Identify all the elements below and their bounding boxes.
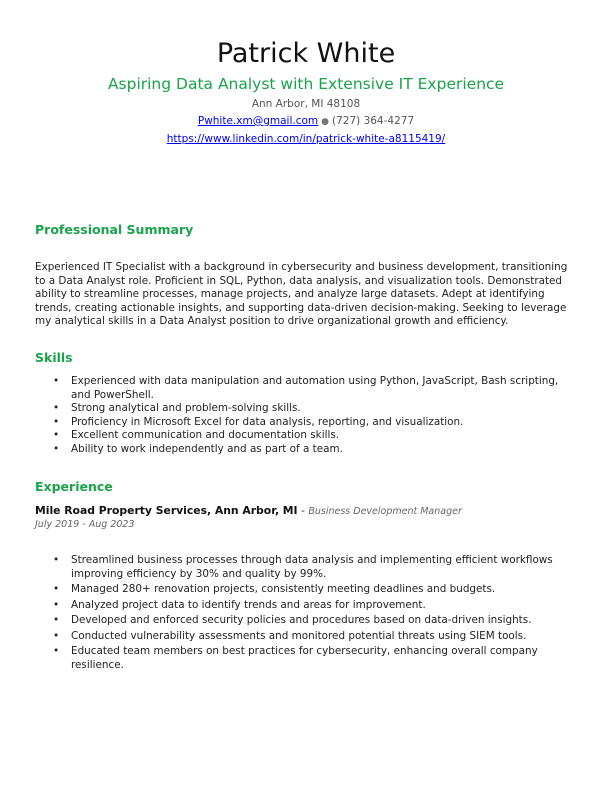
job-dates: July 2019 - Aug 2023 — [35, 519, 135, 530]
job-bullet-item: • Managed 280+ renovation projects, consistently meeting deadlines and budgets. — [53, 583, 496, 595]
job-company: Mile Road Property Services, Ann Arbor, MI — [35, 504, 298, 517]
skill-item: • Strong analytical and problem-solving skills. — [53, 402, 301, 414]
job-bullet-item: • Analyzed project data to identify trends and areas for improvement. — [53, 598, 426, 611]
job-bullet-item: • Streamlined business processes through data analysis and implementing efficient workflows improving efficiency by 30% and quality by 99%. — [53, 554, 553, 580]
job-bullets — [35, 554, 580, 674]
candidate-name: Patrick White — [216, 38, 396, 69]
skill-item: • Experienced with data manipulation and automation using Python, JavaScript, Bash scripting, and PowerShell. — [53, 375, 559, 401]
email-link[interactable]: Pwhite.xm@gmail.com — [197, 115, 319, 127]
bullet-icon: • — [53, 375, 60, 387]
bullet-icon: • — [53, 629, 60, 642]
linkedin-line — [0, 133, 612, 145]
skills-heading: Skills — [35, 350, 73, 365]
experience-heading: Experience — [35, 479, 113, 494]
bullet-icon: • — [53, 598, 60, 611]
job-role: Business Development Manager — [308, 506, 462, 517]
summary-heading: Professional Summary — [35, 222, 194, 237]
bullet-separator-icon: ● — [321, 117, 329, 127]
contact-line — [0, 115, 612, 127]
bullet-icon: • — [53, 583, 60, 595]
job-bullet-item: • Educated team members on best practices for cybersecurity, enhancing overall company resilience. — [53, 645, 538, 671]
job-bullet-item: • Developed and enforced security policies and procedures based on data-driven insights. — [53, 614, 532, 626]
skill-item: • Excellent communication and documentation skills. — [53, 429, 340, 441]
linkedin-link[interactable]: https://www.linkedin.com/in/patrick-white-a8115419/ — [166, 133, 446, 145]
skill-item: • Proficiency in Microsoft Excel for data analysis, reporting, and visualization. — [53, 415, 464, 428]
candidate-address: Ann Arbor, MI 48108 — [251, 98, 361, 110]
bullet-icon: • — [53, 442, 60, 455]
bullet-icon: • — [53, 614, 60, 626]
job-title-line — [35, 504, 462, 517]
bullet-icon: • — [53, 415, 60, 428]
bullet-icon: • — [53, 554, 60, 566]
job-bullet-item: • Conducted vulnerability assessments and monitored potential threats using SIEM tools. — [53, 629, 527, 642]
bullet-icon: • — [53, 402, 60, 414]
skill-item: • Ability to work independently and as part of a team. — [53, 442, 343, 455]
job-dash: - — [297, 504, 309, 517]
summary-text: Experienced IT Specialist with a background in cybersecurity and business development, transitioning to a Data Analyst role. Proficient in SQL, Python, data analysis, and visualization tools. Demonstrated ability to streamline processes, manage projects, and analyze large datasets. Adept at identifying trends, creating actionable insights, and supporting data-driven decision-making. Seeking to leverage my analytical skills in a Data Analyst position to drive organizational growth and efficiency. — [35, 261, 568, 327]
phone-number: (727) 364-4277 — [332, 115, 415, 127]
skills-list — [35, 375, 580, 456]
candidate-tagline: Aspiring Data Analyst with Extensive IT Experience — [107, 75, 505, 93]
bullet-icon: • — [53, 645, 60, 657]
bullet-icon: • — [53, 429, 60, 441]
